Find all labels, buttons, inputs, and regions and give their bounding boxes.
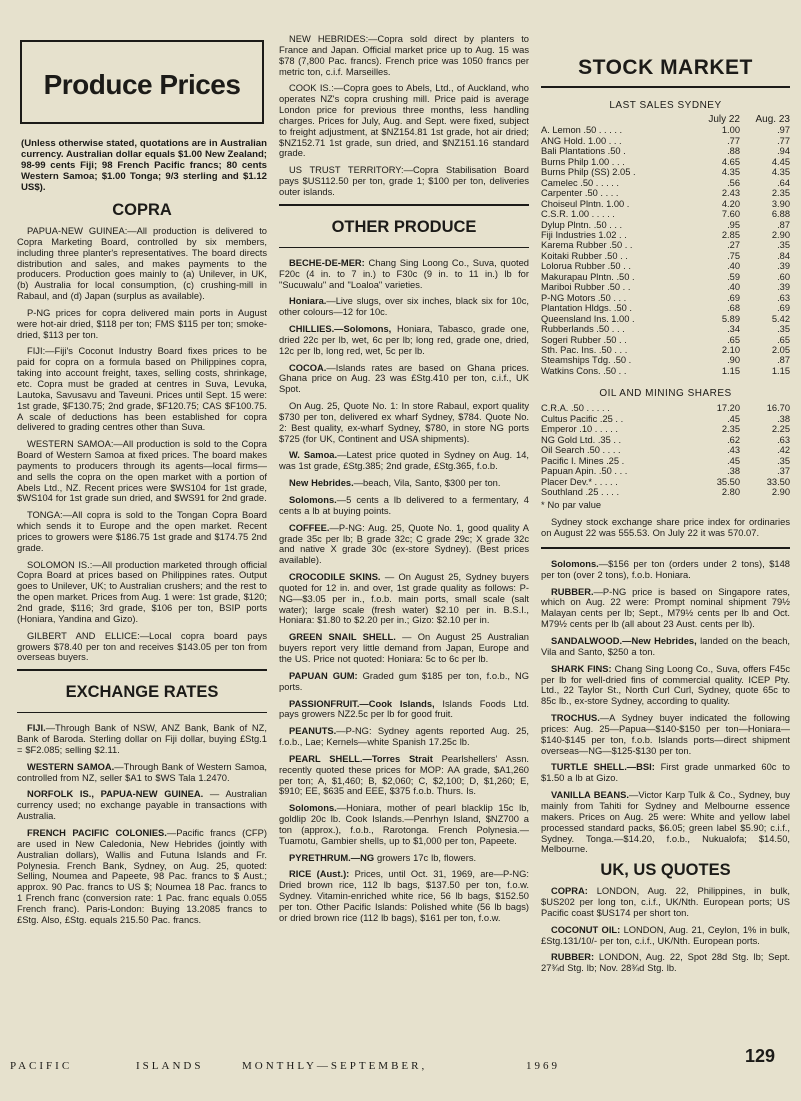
july-price: 2.85 (721, 229, 740, 240)
oil-row (541, 403, 790, 413)
produce-paragraph (541, 664, 790, 707)
produce-paragraph-text: —beach, Vila, Santo, $300 per ton. (353, 478, 501, 489)
exchange-heading-box (17, 669, 267, 713)
stock-name: Pacific I. Mines .25 . (541, 455, 625, 466)
produce-paragraph (279, 803, 529, 846)
july-price: .34 (727, 324, 740, 335)
produce-paragraph-lead: RUBBER. (551, 586, 594, 597)
quote-paragraph (541, 925, 790, 947)
produce-paragraph-lead: PEANUTS. (289, 726, 337, 737)
stock-name: Queensland Ins. 1.00 . (541, 313, 635, 324)
produce-paragraph-text: —5 cents a lb delivered to a fermentary, 4 cents a lb at buying points. (279, 495, 529, 516)
stock-name: A. Lemon .50 . . . . . (541, 125, 623, 136)
currency-note: (Unless otherwise stated, quotations are in Australian currency. Australian dollar equals $1.00 New Zealand; 98-99 cents Fiji; 98 French Pacific francs; 80 cents Western Samoa; $1.00 Tonga; 9/3 sterling and $1.12 US$). (21, 138, 267, 193)
july-price: 2.35 (721, 424, 740, 435)
stock-row (541, 251, 790, 261)
july-price: .68 (727, 303, 740, 314)
stock-name: Koitaki Rubber .50 . . (541, 250, 628, 261)
quote-paragraph-text: LONDON, Aug. 22, Spot 28d Stg. lb; Sept. 27¾d Stg. lb; Nov. 28¾d Stg. lb. (541, 952, 790, 974)
july-price: .43 (727, 445, 740, 456)
stock-name: Rubberlands .50 . . . (541, 324, 625, 335)
produce-paragraph-text: —P-NG: Sydney agents reported Aug. 25, f.o.b., Lae; Kernels—white Spanish 17.25c lb. (279, 726, 529, 748)
stock-name: NG Gold Ltd. .35 . . (541, 434, 622, 445)
aug-price: 3.90 (771, 198, 790, 209)
produce-paragraph-text: —A Sydney buyer indicated the following prices: Aug. 25—Papua—$140-$150 per ton—Honiara—$140-$145 per ton, f.o.b. Islands ports—direct shipment overseas—NG—$125-$130 per ton. (541, 713, 790, 756)
oil-table (541, 403, 790, 497)
produce-paragraph-lead: PAPUAN GUM: (289, 670, 358, 681)
produce-paragraph (279, 726, 529, 748)
aug-price: 16.70 (766, 403, 790, 414)
stock-table (541, 115, 790, 376)
stock-name: Dylup Plntn. .50 . . . (541, 219, 623, 230)
more-produce-section (541, 559, 790, 855)
produce-paragraph (541, 713, 790, 756)
produce-paragraph (279, 869, 529, 923)
produce-paragraph-lead: New Hebrides. (289, 478, 354, 489)
stock-name: Lolorua Rubber .50 . . (541, 261, 631, 272)
july-price: 2.80 (721, 486, 740, 497)
produce-paragraph (279, 699, 529, 721)
stock-row (541, 178, 790, 188)
footer-year: 1969 (526, 1060, 560, 1072)
produce-paragraph-text: Chang Sing Loong Co., Suva, quoted F20c (4 in. to 7 in.) to F30c (9 in. to 11 in.) lb for "Sucuwalu" and "Loaloa" varieties. (279, 257, 529, 290)
stock-row (541, 125, 790, 135)
aug-price: .63 (777, 292, 790, 303)
column-right (541, 10, 790, 980)
july-price: .77 (727, 135, 740, 146)
july-price: .40 (727, 261, 740, 272)
exchange-heading: EXCHANGE RATES (65, 683, 219, 702)
produce-paragraph (541, 790, 790, 855)
produce-paragraph-lead: Honiara. (289, 296, 327, 307)
produce-paragraph-text: Islands Foods Ltd. pays growers NZ2.5c per lb for good fruit. (279, 698, 529, 720)
stock-row (541, 209, 790, 219)
july-price: .45 (727, 413, 740, 424)
aug-price: 5.42 (771, 313, 790, 324)
copra-paragraph: P-NG prices for copra delivered main ports in August were hot-air dried, $118 per ton; FMS $115 per ton; smoke-dried, $113 per ton. (17, 307, 267, 340)
stock-row (541, 220, 790, 230)
july-price: .56 (727, 177, 740, 188)
produce-paragraph (279, 324, 529, 357)
july-price: .45 (727, 455, 740, 466)
aug-price: .65 (777, 334, 790, 345)
stock-row (541, 355, 790, 365)
footer (10, 1056, 790, 1076)
aug-price: 2.90 (771, 229, 790, 240)
aug-price: 2.35 (771, 188, 790, 199)
no-par-note: * No par value (541, 500, 602, 511)
aug-price: 4.35 (771, 167, 790, 178)
quote-paragraph-text: LONDON, Aug. 22, Philippines, in bulk, $US202 per long ton, c.i.f., UK/Nth. European ports; US Pacific coast $US174 per short ton. (541, 886, 790, 918)
aug-price: .39 (777, 261, 790, 272)
stock-name: Carpenter .50 . . . . (541, 188, 619, 199)
produce-paragraph-lead: Solomons. (289, 803, 337, 814)
produce-paragraph (279, 258, 529, 291)
stock-row (541, 272, 790, 282)
produce-paragraph-lead: CHILLIES.—Solomons, (289, 324, 392, 335)
copra-paragraph: TONGA:—All copra is sold to the Tongan Copra Board which sends it to Europe and the open market. Recent prices to growers were $186.75 1st grade and $174.75 2nd grade. (17, 510, 267, 553)
quote-paragraph (541, 886, 790, 919)
copra-paragraph: SOLOMON IS.:—All production marketed through official Copra Board at prices based on Philippines rates. Output goes to Unilever, UK; to Australian crushers; and the rest to the open market. Prices from Aug. 1 were: 1st grade, $120; 2nd grade, $116; 3rd grade, $106 per ton, BSIP ports (Honiara, Yandina and Gizo). (17, 559, 267, 624)
stock-name: Emperor .10 . . . . . (541, 424, 618, 435)
stock-row (541, 303, 790, 313)
produce-paragraph (279, 495, 529, 517)
aug-price: .38 (777, 413, 790, 424)
july-price: .75 (727, 250, 740, 261)
produce-paragraph-text: On Aug. 25, Quote No. 1: In store Rabaul, export quality $730 per ton, delivered ex wharf Sydney, $784. Quote No. 2: Best quality, ex-wharf Sydney, $780, in store NG ports $725 (for UK, Continent and USA shipments). (279, 401, 529, 444)
stock-row (541, 199, 790, 209)
copra-paragraph: FIJI:—Fiji's Coconut Industry Board fixes prices to be paid for copra on a formula based on Philippines copra, taking into account freight, taxes, selling costs, shrinkage, etc. Copra must be graded at centres in Suva, Levuka, Lautoka, Savusavu and Taveuni. Prices until Sept. 15 were: 1st grade, $F130.75; 2nd grade, $F120.75; CAS $F100.75. A scale of deductions has been established for copra delivered to grading centres other than Suva. (17, 346, 267, 433)
produce-paragraph (541, 587, 790, 630)
produce-paragraph-lead: TURTLE SHELL.—BSI: (551, 762, 655, 773)
oil-row (541, 435, 790, 445)
produce-paragraph (541, 559, 790, 581)
stock-name: ANG Hold. 1.00 . . . (541, 135, 622, 146)
stock-name: P-NG Motors .50 . . . (541, 292, 627, 303)
produce-paragraph (541, 636, 790, 658)
copra-paragraph: NEW HEBRIDES:—Copra sold direct by planters to France and Japan. Official market price up to Aug. 15 was $78 (7,800 Pac. francs). French price was 1050 francs per metric ton, c.i.f. Marseilles. (279, 34, 529, 77)
copra-heading: COPRA (112, 201, 172, 219)
produce-paragraph-lead: SHARK FINS: (551, 663, 612, 674)
july-price: .90 (727, 355, 740, 366)
produce-paragraph-lead: RICE (Aust.): (289, 869, 350, 880)
produce-paragraph (279, 296, 529, 318)
stock-name: C.S.R. 1.00 . . . . . (541, 209, 615, 220)
produce-paragraph-lead: TROCHUS. (551, 713, 600, 724)
produce-paragraph (279, 853, 529, 864)
oil-mining-heading: OIL AND MINING SHARES (599, 388, 732, 400)
produce-paragraph (279, 754, 529, 797)
produce-paragraph-text: Chang Sing Loong Co., Suva, offers F45c per lb for well-dried fins of commercial quality. ICEP Pty. Ltd., 22 Taylor St., North Curl Curl, Sydney, quote 65c to 85c lb., ex-store Sydney, according to quality. (541, 663, 790, 707)
produce-paragraph-text: —Latest price quoted in Sydney on Aug. 14, was 1st grade, £Stg.385; 2nd grade, £Stg.365, f.o.b. (279, 450, 529, 472)
july-price: .65 (727, 334, 740, 345)
exchange-paragraph-lead: WESTERN SAMOA. (27, 761, 115, 772)
stock-name: Choiseul Plntn. 1.00 . (541, 198, 630, 209)
stock-name: Fiji Industries 1.02 . . (541, 229, 627, 240)
aug-price: .97 (777, 125, 790, 136)
stock-table-header (541, 115, 790, 125)
aug-price: 2.90 (771, 486, 790, 497)
july-price: 17.20 (716, 403, 740, 414)
stock-row (541, 261, 790, 271)
aug-price: .60 (777, 271, 790, 282)
produce-paragraph-text: Honiara, Tabasco, grade one, dried 22c per lb, wet, 6c per lb; long red, grade one, dried, 12c per lb, long red, wet, 5c per lb. (279, 324, 529, 356)
exchange-paragraph-text: —Pacific francs (CFP) are used in New Caledonia, New Hebrides (jointly with Australian dollars), Wallis and Futuna Islands and Fr. Polynesia. French Bank, Sydney, on Aug. 25, quoted: Selling, Noumea and Papeete, 98 Pac. francs to $ Aust.; approx. 90 Pac. francs to US $; Noumea 18 Pac. francs to 1 French franc (conversion rate: 1 Pac. franc equals 0.055 French franc). Paris-London: Buying 13.2085 francs to £Stg. Also, £Stg. equals 215.50 Pac. francs. (17, 827, 267, 925)
column-left (17, 10, 267, 932)
stock-row (541, 366, 790, 376)
oil-rows (541, 403, 790, 497)
oil-row (541, 445, 790, 455)
uk-us-section (541, 886, 790, 974)
copra-paragraph: GILBERT AND ELLICE:—Local copra board pays growers $78.40 per ton and receives $143.05 per ton from overseas buyers. (17, 630, 267, 663)
exchange-paragraph-text: —Through Bank of Western Samoa, controlled from NZ, seller $A1 to $WS Tala 1.2470. (17, 761, 267, 783)
copra-paragraph: PAPUA-NEW GUINEA:—All production is delivered to Copra Marketing Board, controlled by six members, including three planter's representatives. The board directs distribution and sales, and makes payments to the producers. Production goes mainly to (a) Unilever, in UK, (b) Australia for local consumption, (c) crushing-mill in Rabaul, and (d) Japan (surplus as available). (17, 226, 267, 302)
stock-row (541, 240, 790, 250)
stock-row (541, 157, 790, 167)
stock-name: Placer Dev.* . . . . . (541, 476, 618, 487)
aug-price: .77 (777, 135, 790, 146)
produce-paragraph (279, 401, 529, 444)
copra-paragraph: COOK IS.:—Copra goes to Abels, Ltd., of Auckland, who operates NZ's copra crushing mill. Price paid is average London price for previous three months, less handling charges. Prices for July, Aug. and Sept. were fixed, subject to freight adjustment, at $NZ154.81 1st grade, hot air dried; $NZ152.71 1st grade, sun dried, and $NZ151.16 standard grade. (279, 83, 529, 159)
stock-name: Camelec .50 . . . . . (541, 177, 620, 188)
stock-row (541, 335, 790, 345)
stock-name: Karema Rubber .50 . . (541, 240, 633, 251)
oil-row (541, 477, 790, 487)
produce-paragraph-lead: COFFEE. (289, 522, 330, 533)
july-price: 4.65 (721, 156, 740, 167)
aug-header: Aug. 23 (755, 114, 790, 125)
copra-continued (279, 34, 529, 198)
exchange-paragraph-text: —Through Bank of NSW, ANZ Bank, Bank of NZ, Bank of Baroda. Sterling dollar on Fiji dollar, buying £Stg.1 = $F2.085; selling $2.11. (17, 723, 267, 755)
title-box (20, 40, 264, 124)
produce-paragraph-text: —P-NG: Aug. 25, Quote No. 1, good quality A grade 35c per lb; B grade 32c; C grade 29c; X grade 32c and native X grade 30c (ex-store Sydney). (Best prices available). (279, 522, 529, 566)
stock-name: Oil Search .50 . . . . (541, 445, 621, 456)
stock-name: Burns Philp (SS) 2.05 . (541, 167, 636, 178)
last-sales-heading: LAST SALES SYDNEY (609, 100, 722, 111)
stock-row (541, 324, 790, 334)
aug-price: 6.88 (771, 209, 790, 220)
produce-paragraph-text: growers 17c lb, flowers. (374, 852, 477, 863)
footer-word-2: ISLANDS (136, 1060, 204, 1072)
page-title: Produce Prices (43, 69, 241, 100)
stock-row (541, 282, 790, 292)
aug-price: .84 (777, 250, 790, 261)
other-heading-box (279, 204, 529, 248)
stock-row (541, 136, 790, 146)
produce-paragraph-lead: PEARL SHELL.—Torres Strait (289, 753, 433, 764)
stock-name: Mariboi Rubber .50 . . (541, 282, 631, 293)
aug-price: 33.50 (766, 476, 790, 487)
stock-row (541, 314, 790, 324)
index-note: Sydney stock exchange share price index for ordinaries on August 22 was 555.53. On July 22 it was 570.07. (541, 517, 790, 539)
july-price: .38 (727, 466, 740, 477)
july-price: .95 (727, 219, 740, 230)
produce-paragraph-text: —Islands rates are based on Ghana prices. Ghana price on Aug. 23 was £Stg.410 per ton, c.i.f., UK Spot. (279, 362, 529, 395)
aug-price: .35 (777, 455, 790, 466)
july-price: 4.20 (721, 198, 740, 209)
other-produce-section (279, 258, 529, 924)
copra-section (17, 226, 267, 663)
quote-paragraph-lead: COPRA: (551, 886, 588, 897)
aug-price: 4.45 (771, 156, 790, 167)
aug-price: 2.25 (771, 424, 790, 435)
stock-name: Bali Plantations .50 . (541, 146, 626, 157)
july-price: 1.00 (721, 125, 740, 136)
produce-paragraph-text: —Victor Karp Tulk & Co., Sydney, buy mainly from Tahiti for Sydney and Melbourne essence makers. Prices on Aug. 25 were: White and yellow label processed standard packs, $6.05; green label $5.90; c.i.f., Sydney. Tonga.—$14.20, f.o.b., Nukualofa; $14.50, Melbourne. (541, 790, 790, 855)
produce-paragraph (279, 363, 529, 396)
other-produce-heading: OTHER PRODUCE (331, 217, 477, 236)
copra-paragraph: US TRUST TERRITORY:—Copra Stabilisation Board pays $US112.50 per ton, grade 1; $100 per ton, deliveries outer islands. (279, 165, 529, 197)
produce-paragraph-text: —$156 per ton (orders under 2 tons), $148 per ton (over 2 tons), f.o.b. Honiara. (541, 558, 790, 580)
produce-paragraph-lead: VANILLA BEANS. (551, 790, 630, 801)
produce-paragraph-lead: PYRETHRUM.—NG (289, 852, 375, 863)
aug-price: .69 (777, 303, 790, 314)
produce-paragraph-text: —Honiara, mother of pearl blacklip 15c lb, goldlip 20c lb. Cook Islands.—Penrhyn Island, $NZ700 a ton (approx.), f.o.b., Rarotonga. French Polynesia.—Tuamotu, Gambier shells, up to $1,000 per ton, Papeete. (279, 803, 529, 846)
stock-market-heading: STOCK MARKET (541, 56, 790, 88)
stock-row (541, 230, 790, 240)
july-price: 2.43 (721, 188, 740, 199)
july-price: .69 (727, 292, 740, 303)
aug-price: .63 (777, 434, 790, 445)
aug-price: .42 (777, 445, 790, 456)
stock-name-header (541, 115, 696, 125)
copra-paragraph: WESTERN SAMOA:—All production is sold to the Copra Board of Western Samoa at fixed prices. The board makes payments to producers through its agents—local firms—and sells the copra on the open market with a portion of Abels Ltd., NZ. Recent prices were $WS104 for 1st grade, $WS104 for 1st grade sun dried, and $WS91 for 2nd grade. (17, 439, 267, 504)
produce-paragraph (279, 478, 529, 489)
produce-paragraph-lead: BECHE-DE-MER: (289, 257, 365, 268)
quote-paragraph-text: LONDON, Aug. 21, Ceylon, 1% in bulk, £Stg.131/10/- per ton, c.i.f., UK/Nth. European ports. (541, 924, 790, 946)
produce-paragraph-lead: Solomons. (551, 558, 599, 569)
july-price: 5.89 (721, 313, 740, 324)
july-price: .59 (727, 271, 740, 282)
produce-paragraph (279, 632, 529, 665)
aug-price: .87 (777, 219, 790, 230)
produce-paragraph (541, 762, 790, 784)
footer-word-1: PACIFIC (10, 1060, 73, 1072)
produce-paragraph (279, 450, 529, 472)
stock-name: Cultus Pacific .25 . . (541, 413, 624, 424)
column-middle (279, 34, 529, 930)
produce-paragraph (279, 671, 529, 693)
july-price: 35.50 (716, 476, 740, 487)
quote-paragraph (541, 952, 790, 974)
aug-price: .35 (777, 324, 790, 335)
uk-us-heading: UK, US QUOTES (600, 861, 731, 880)
july-price: 4.35 (721, 167, 740, 178)
produce-paragraph-text: First grade unmarked 60c to $1.50 a lb at Gizo. (541, 762, 790, 784)
produce-paragraph-text: — On August 25 Australian buyers report very little demand from Japan, Europe and the US. Price not quoted: Honiara: 5c to 6c per lb. (279, 632, 530, 664)
exchange-paragraph-lead: FRENCH PACIFIC COLONIES. (27, 827, 167, 838)
exchange-paragraph (17, 828, 267, 926)
stock-name: Plantation Hldgs. .50 . (541, 303, 632, 314)
stock-name: Steamships Tdg. .50 . (541, 355, 632, 366)
exchange-section (17, 723, 267, 925)
produce-paragraph-lead: PASSIONFRUIT.—Cook Islands, (289, 698, 435, 709)
exchange-paragraph (17, 762, 267, 784)
produce-paragraph-text: —Live slugs, over six inches, black six for 10c, other colours—12 for 10c. (279, 296, 529, 318)
oil-row (541, 456, 790, 466)
stock-row (541, 146, 790, 156)
stock-row (541, 293, 790, 303)
oil-row (541, 487, 790, 497)
july-header: July 22 (708, 114, 740, 125)
stock-name: C.R.A. .50 . . . . . (541, 403, 610, 414)
produce-paragraph-text: Graded gum $185 per ton, f.o.b., NG ports. (279, 670, 529, 692)
produce-paragraph-lead: GREEN SNAIL SHELL. (289, 632, 396, 643)
july-price: 1.15 (721, 365, 740, 376)
quote-paragraph-lead: COCONUT OIL: (551, 924, 621, 935)
stock-rows (541, 125, 790, 376)
stock-name: Sth. Pac. Ins. .50 . . . (541, 344, 628, 355)
aug-price: .87 (777, 355, 790, 366)
aug-price: .64 (777, 177, 790, 188)
footer-word-3: MONTHLY—SEPTEMBER, (242, 1060, 428, 1072)
aug-price: 1.15 (771, 365, 790, 376)
july-price: .40 (727, 282, 740, 293)
aug-price: .35 (777, 240, 790, 251)
aug-price: .37 (777, 466, 790, 477)
aug-price: .94 (777, 146, 790, 157)
july-price: .88 (727, 146, 740, 157)
produce-paragraph-lead: W. Samoa. (289, 450, 338, 461)
july-price: 2.10 (721, 344, 740, 355)
july-price: 7.60 (721, 209, 740, 220)
exchange-paragraph-text: — Australian currency used; no exchange payable in transactions with Australia. (17, 789, 267, 822)
stock-row (541, 345, 790, 355)
exchange-paragraph-lead: NORFOLK IS., PAPUA-NEW GUINEA. (27, 789, 204, 800)
produce-paragraph-lead: COCOA. (289, 362, 327, 373)
page-number: 129 (745, 1046, 776, 1066)
divider (541, 547, 790, 549)
stock-name: Burns Philp 1.00 . . . (541, 156, 625, 167)
produce-paragraph-text: landed on the beach, Vila and Santo, $250 a ton. (541, 636, 790, 657)
stock-row (541, 188, 790, 198)
produce-paragraph (279, 572, 529, 626)
stock-name: Papuan Apin. .50 . . . (541, 466, 628, 477)
stock-name: Watkins Cons. .50 . . (541, 365, 627, 376)
oil-row (541, 414, 790, 424)
july-price: .27 (727, 240, 740, 251)
oil-row (541, 466, 790, 476)
produce-paragraph-lead: Solomons. (289, 495, 337, 505)
oil-row (541, 424, 790, 434)
produce-paragraph-text: —P-NG price is based on Singapore rates, which on Aug. 22 were: Prompt nominal shipment 79½ Malayan cents per lb; Sept., M79½ cents per lb and Oct. M79½ cents per lb (all about 23 Aust. cents per lb). (541, 586, 790, 630)
produce-paragraph-text: — On August 25, Sydney buyers quoted for 12 in. and over, 1st grade quality as follows: P-NG—$3.05 per in., f.o.b. main ports, small scale (salt water); large scale (fresh water) $2.10 per in. B.S.I., Honiara: $1.80 to $2.20 per in.; Gizo: $2.10 per in. (279, 572, 529, 626)
stock-name: Makurapau Plntn. .50 . (541, 271, 635, 282)
produce-paragraph-text: Pearlshellers' Assn. recently quoted these prices for MOP: AA grade, $A1,260 per ton; A, $1,460; B, $2,060; C, $2,100; D, $1,260; E, $910; EE, $635 and EEE, $375 f.o.b. Thurs. Is. (279, 753, 529, 797)
exchange-paragraph (17, 789, 267, 822)
aug-price: 2.05 (771, 344, 790, 355)
stock-name: Sogeri Rubber .50 . . (541, 334, 627, 345)
exchange-paragraph-lead: FIJI. (27, 723, 46, 734)
produce-paragraph-text: Prices, until Oct. 31, 1969, are—P-NG: Dried brown rice, 112 lb bags, $137.50 per ton, f.o.w. Sydney. Vitamin-enriched white rice, 56 lb bags, $152.50 per ton. Other Pacific Islands: Polished white (56 lb bags) or dried brown rice (112 lb bags), $161 per ton, f.o.w. (279, 869, 529, 923)
produce-paragraph-lead: SANDALWOOD.—New Hebrides, (551, 636, 697, 646)
quote-paragraph-lead: RUBBER: (551, 952, 595, 963)
produce-paragraph-lead: CROCODILE SKINS. (289, 572, 381, 583)
exchange-paragraph (17, 723, 267, 756)
stock-name: Southland .25 . . . . (541, 486, 620, 497)
aug-price: .39 (777, 282, 790, 293)
produce-paragraph (279, 523, 529, 566)
july-price: .62 (727, 434, 740, 445)
stock-row (541, 167, 790, 177)
